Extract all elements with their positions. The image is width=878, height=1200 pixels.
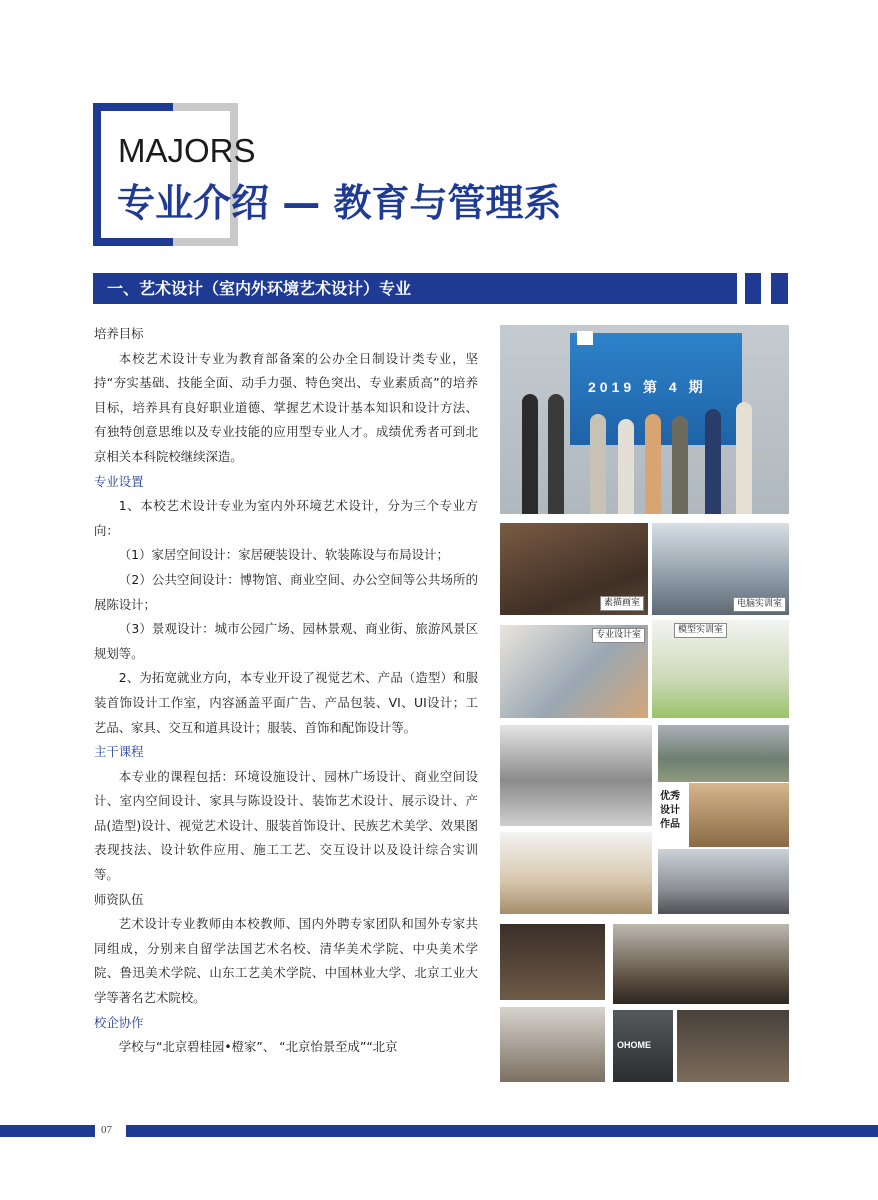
- section-title: 一、艺术设计（室内外环境艺术设计）专业: [93, 273, 737, 304]
- logo-icon: [577, 331, 593, 345]
- photo-workshop: [500, 1007, 605, 1082]
- person-figure: [705, 409, 721, 514]
- photo-interior-render: [500, 725, 652, 826]
- ceremony-year-text: 2019 第 4 期: [588, 379, 707, 395]
- header-eyebrow: MAJORS: [118, 132, 256, 169]
- paragraph: 学校与“北京碧桂园•橙家”、 “北京怡景至成”“北京: [118, 1039, 398, 1055]
- footer-bar-right: [126, 1125, 878, 1137]
- photo-building-render: [658, 725, 789, 782]
- footer-bar-left: [0, 1125, 95, 1137]
- photo-caption: 电脑实训室: [733, 597, 786, 612]
- page-title: 专业介绍 — 教育与管理系: [117, 181, 562, 225]
- heading-industry-cooperation: 校企协作: [94, 1014, 144, 1030]
- photo-caption: 素描画室: [600, 596, 644, 611]
- photo-computer-room: [652, 523, 789, 615]
- heading-core-courses: 主干课程: [94, 744, 144, 760]
- photo-exhibit-render: [500, 832, 652, 914]
- paragraph: （1）家居空间设计：家居硬装设计、软装陈设与布局设计；: [118, 547, 449, 563]
- photo-landscape-render: [658, 849, 789, 914]
- photo-sketch-room: [500, 523, 648, 615]
- person-figure: [645, 414, 661, 514]
- photo-model-room: [652, 620, 789, 718]
- heading-faculty: 师资队伍: [94, 891, 144, 907]
- paragraph: 艺术设计专业教师由本校教师、国内外聘专家团队和国外专家共同组成，分别来自留学法国艺术名校、清华美术学院、中央美术学院、鲁迅美术学院、山东工艺美术学院、中国林业大学、北京工业大学等著名艺术院校。: [94, 916, 478, 1006]
- works-caption: 优秀设计作品: [660, 791, 680, 830]
- photo-store-front: [613, 1010, 673, 1082]
- paragraph: 2、为拓宽就业方向，本专业开设了视觉艺术、产品（造型）和服装首饰设计工作室，内容涵盖平面广告、产品包装、VI、UI设计；工艺品、家具、交互和道具设计；服装、首饰和配饰设计等。: [94, 670, 478, 735]
- page-number: 07: [101, 1124, 112, 1136]
- paragraph: 本校艺术设计专业为教育部备案的公办全日制设计类专业，坚持“夯实基础、技能全面、动手力强、特色突出、专业素质高”的培养目标，培养具有良好职业道德、掌握艺术设计基本知识和设计方法、有独特创意思维以及专业技能的应用型专业人才。成绩优秀者可到北京相关本科院校继续深造。: [94, 350, 478, 464]
- photo-group-study: [677, 1010, 789, 1082]
- paragraph: 1、本校艺术设计专业为室内外环境艺术设计，分为三个专业方向：: [94, 498, 478, 538]
- paragraph: （3）景观设计：城市公园广场、园林景观、商业街、旅游风景区规划等。: [94, 621, 478, 661]
- section-deco-block: [745, 273, 761, 304]
- person-figure: [618, 419, 634, 514]
- person-figure: [522, 394, 538, 514]
- paragraph: （2）公共空间设计：博物馆、商业空间、办公空间等公共场所的展陈设计；: [94, 571, 478, 612]
- person-figure: [672, 416, 688, 514]
- heading-majors-setup: 专业设置: [94, 473, 144, 489]
- photo-caption: 专业设计室: [592, 628, 645, 643]
- person-figure: [548, 394, 564, 514]
- paragraph: 本专业的课程包括：环境设施设计、园林广场设计、商业空间设计、室内空间设计、家具与陈设设计、装饰艺术设计、展示设计、产品(造型)设计、视觉艺术设计、服装首饰设计、民族艺术美学、效果图表现技法、设计软件应用、施工工艺、交互设计以及设计综合实训等。: [94, 768, 478, 883]
- photo-design-room: [500, 625, 648, 718]
- person-figure: [590, 414, 606, 514]
- section-deco-block: [771, 273, 788, 304]
- photo-classroom: [500, 924, 605, 1000]
- person-figure: [736, 402, 752, 514]
- store-sign: OHOME: [617, 1040, 652, 1050]
- photo-cafe-render: [689, 783, 789, 847]
- photo-award-ceremony: [500, 325, 789, 514]
- photo-caption: 模型实训室: [674, 623, 727, 638]
- body-text: [94, 322, 478, 1060]
- heading-training-goal: 培养目标: [94, 326, 144, 341]
- photo-lecture: [613, 924, 789, 1004]
